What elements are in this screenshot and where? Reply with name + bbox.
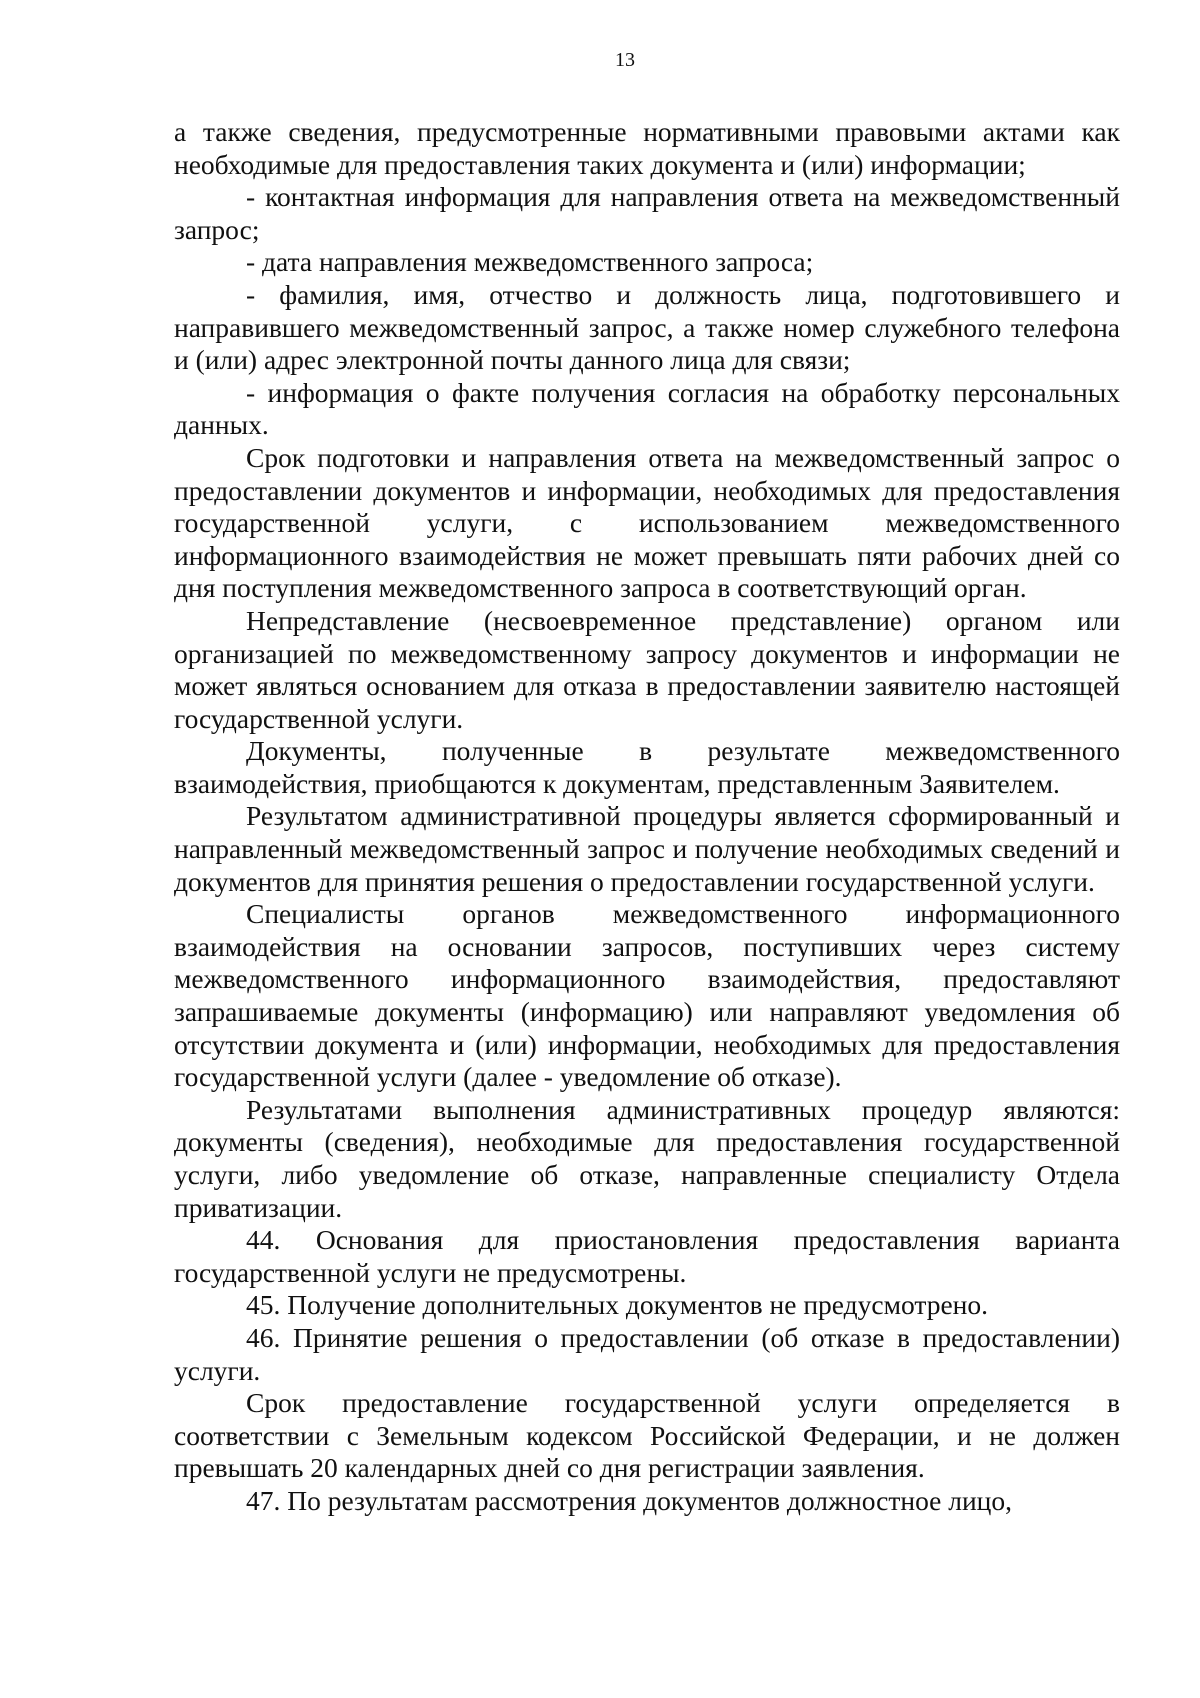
paragraph-specialists: Специалисты органов межведомственного информационного взаимодействия на основании запросов, поступивших через систему межведомственного информационного взаимодействия, предоставляют запрашиваемые документы (информацию) или направляют уведомления об отсутствии документа и (или) информации, необходимых для предоставления государственной услуги (далее - уведомление об отказе). — [174, 898, 1120, 1093]
clause-46: 46. Принятие решения о предоставлении (об отказе в предоставлении) услуги. — [174, 1321, 1120, 1386]
paragraph-response-deadline: Срок подготовки и направления ответа на межведомственный запрос о предоставлении документов и информации, необходимых для предоставления государственной услуги, с использованием межведомственного информационного взаимодействия не может превышать пяти рабочих дней со дня поступления межведомственного запроса в соответствующий орган. — [174, 441, 1120, 604]
list-item-responsible-person: - фамилия, имя, отчество и должность лица, подготовившего и направившего межведомственный запрос, а также номер служебного телефона и (или) адрес электронной почты данного лица для связи; — [174, 278, 1120, 376]
list-item-consent-info: - информация о факте получения согласия на обработку персональных данных. — [174, 376, 1120, 441]
paragraph-procedure-result: Результатом административной процедуры является сформированный и направленный межведомственный запрос и получение необходимых сведений и документов для принятия решения о предоставлении государственной услуги. — [174, 800, 1120, 897]
list-item-request-date: - дата направления межведомственного запроса; — [246, 246, 814, 278]
paragraph-documents-received: Документы, полученные в результате межведомственного взаимодействия, приобщаются к документам, представленным Заявителем. — [174, 735, 1120, 799]
paragraph-non-submission: Непредставление (несвоевременное представление) органом или организацией по межведомственному запросу документов и информации не может являться основанием для отказа в предоставлении заявителю настоящей государственной услуги. — [174, 604, 1120, 734]
paragraph-continuation: а также сведения, предусмотренные нормативными правовыми актами как необходимые для предоставления таких документа и (или) информации; — [174, 116, 1120, 180]
list-item-contact-info: - контактная информация для направления ответа на межведомственный запрос; — [174, 181, 1120, 245]
clause-47: 47. По результатам рассмотрения документов должностное лицо, — [246, 1484, 1013, 1516]
paragraph-service-deadline: Срок предоставление государственной услуги определяется в соответствии с Земельным кодексом Российской Федерации, и не должен превышать 20 календарных дней со дня регистрации заявления. — [174, 1387, 1120, 1484]
clause-45: 45. Получение дополнительных документов не предусмотрено. — [246, 1289, 989, 1321]
clause-44: 44. Основания для приостановления предоставления варианта государственной услуги не предусмотрены. — [174, 1224, 1120, 1288]
page-number: 13 — [615, 49, 635, 71]
paragraph-procedure-results: Результатами выполнения административных процедур являются: документы (сведения), необходимые для предоставления государственной услуги, либо уведомление об отказе, направленные специалисту Отдела приватизации. — [174, 1093, 1120, 1223]
document-body — [174, 116, 1120, 1518]
